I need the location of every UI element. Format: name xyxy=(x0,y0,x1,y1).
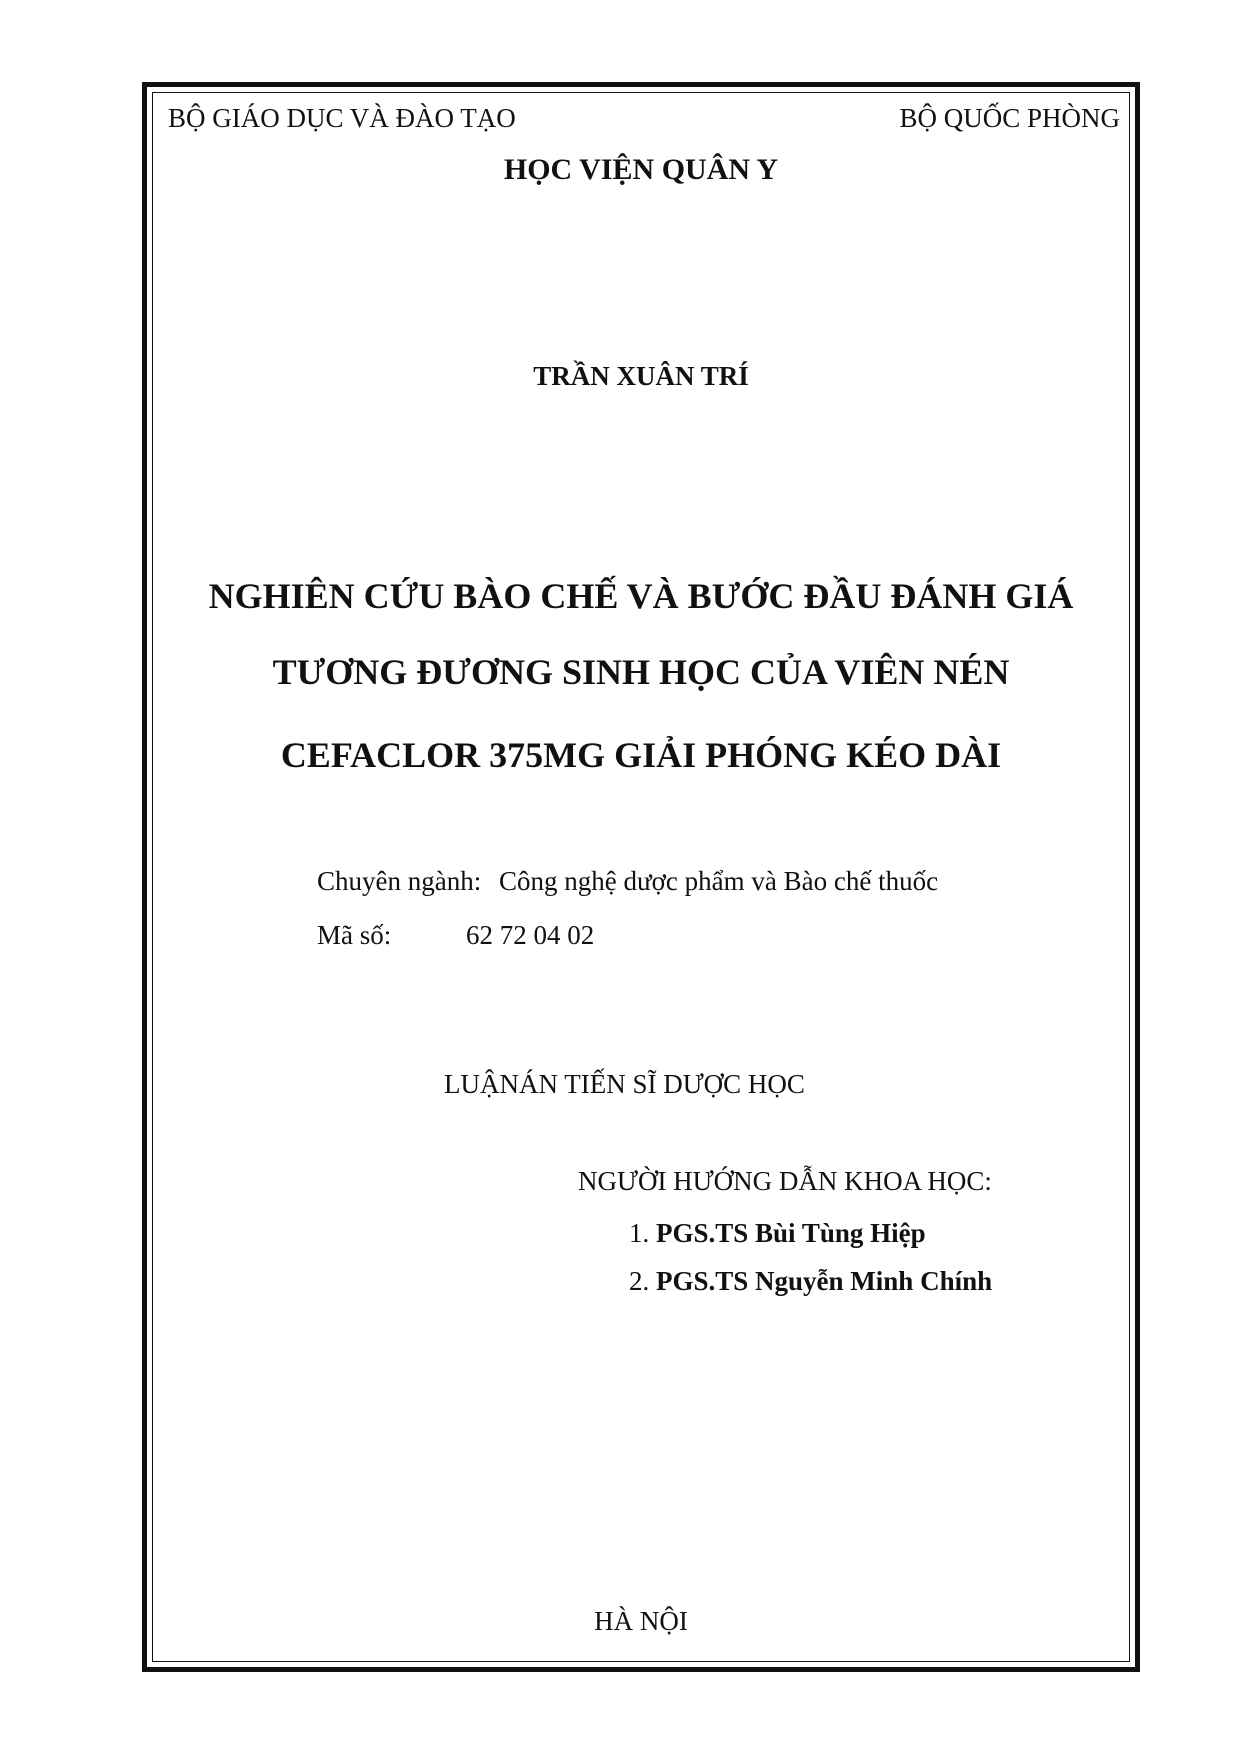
advisor-name: PGS.TS Nguyễn Minh Chính xyxy=(656,1266,993,1296)
specialty-label: Chuyên ngành: xyxy=(317,866,482,896)
thesis-title-line-3: CEFACLOR 375MG GIẢI PHÓNG KÉO DÀI xyxy=(280,735,1002,775)
advisor-number: 1. xyxy=(629,1218,650,1248)
advisor-item xyxy=(629,1220,926,1247)
advisor-item xyxy=(629,1268,992,1295)
location: HÀ NỘI xyxy=(594,1606,688,1636)
specialty-value: Công nghệ dược phẩm và Bào chế thuốc xyxy=(499,866,939,896)
thesis-title-line-2: TƯƠNG ĐƯƠNG SINH HỌC CỦA VIÊN NÉN xyxy=(272,652,1010,692)
institution-name: HỌC VIỆN QUÂN Y xyxy=(503,153,779,186)
advisors-heading: NGƯỜI HƯỚNG DẪN KHOA HỌC: xyxy=(578,1166,992,1196)
advisor-name: PGS.TS Bùi Tùng Hiệp xyxy=(656,1218,926,1248)
degree-title: LUẬNÁN TIẾN SĨ DƯỢC HỌC xyxy=(444,1069,805,1099)
thesis-title-line-1: NGHIÊN CỨU BÀO CHẾ VÀ BƯỚC ĐẦU ĐÁNH GIÁ xyxy=(208,576,1074,616)
left-ministry: BỘ GIÁO DỤC VÀ ĐÀO TẠO xyxy=(168,103,516,133)
advisor-number: 2. xyxy=(629,1266,650,1296)
author-name: TRẦN XUÂN TRÍ xyxy=(533,361,749,391)
right-ministry: BỘ QUỐC PHÒNG xyxy=(899,103,1120,133)
code-value: 62 72 04 02 xyxy=(466,920,595,950)
code-label: Mã số: xyxy=(317,920,392,950)
